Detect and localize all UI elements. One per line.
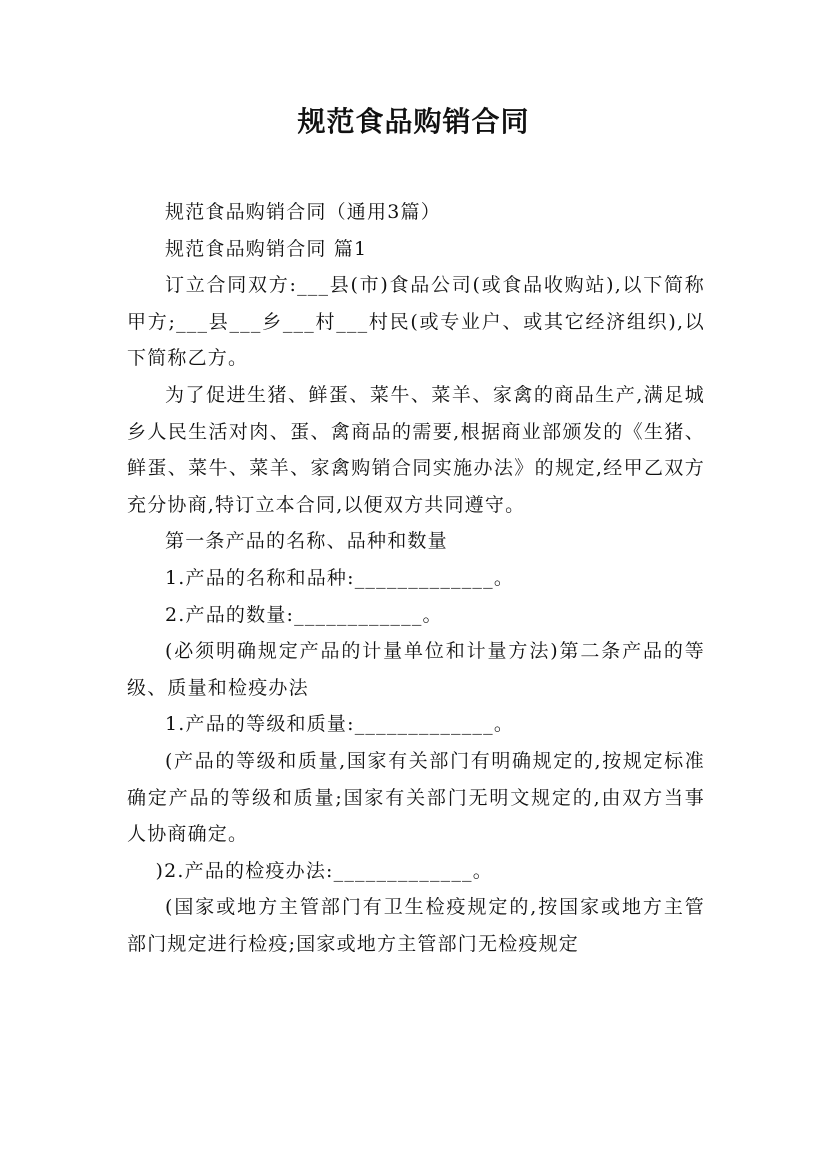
- section-heading: 规范食品购销合同 篇1: [165, 237, 368, 260]
- subtitle-paragraph: 规范食品购销合同（通用3篇）: [165, 201, 441, 223]
- grade-quality-line: 1.产品的等级和质量:_____________。: [165, 713, 515, 736]
- grade-note-paragraph: (产品的等级和质量,国家有关部门有明确规定的,按规定标准确定产品的等级和质量;国家有关部门无明文规定的,由双方当事人协商确定。: [127, 749, 705, 846]
- quarantine-note-paragraph: (国家或地方主管部门有卫生检疫规定的,按国家或地方主管部门规定进行检疫;国家或地方主管部门无检疫规定: [127, 896, 705, 955]
- product-quantity-line: 2.产品的数量:____________。: [165, 603, 443, 626]
- article-one-heading: 第一条产品的名称、品种和数量: [165, 530, 448, 553]
- measurement-note-paragraph: (必须明确规定产品的计量单位和计量方法)第二条产品的等级、质量和检疫办法: [127, 640, 705, 699]
- document-title: 规范食品购销合同: [297, 105, 530, 138]
- quarantine-method-line: )2.产品的检疫办法:_____________。: [155, 859, 493, 882]
- product-name-line: 1.产品的名称和品种:_____________。: [165, 566, 515, 589]
- document-body: [127, 194, 705, 962]
- purpose-paragraph: 为了促进生猪、鲜蛋、菜牛、菜羊、家禽的商品生产,满足城乡人民生活对肉、蛋、禽商品的需要,根据商业部颁发的《生猪、鲜蛋、菜牛、菜羊、家禽购销合同实施办法》的规定,经甲乙双方充分协商,特订立本合同,以便双方共同遵守。: [127, 383, 705, 516]
- parties-paragraph: 订立合同双方:___县(市)食品公司(或食品收购站),以下简称甲方;___县___乡___村___村民(或专业户、或其它经济组织),以下简称乙方。: [127, 274, 705, 370]
